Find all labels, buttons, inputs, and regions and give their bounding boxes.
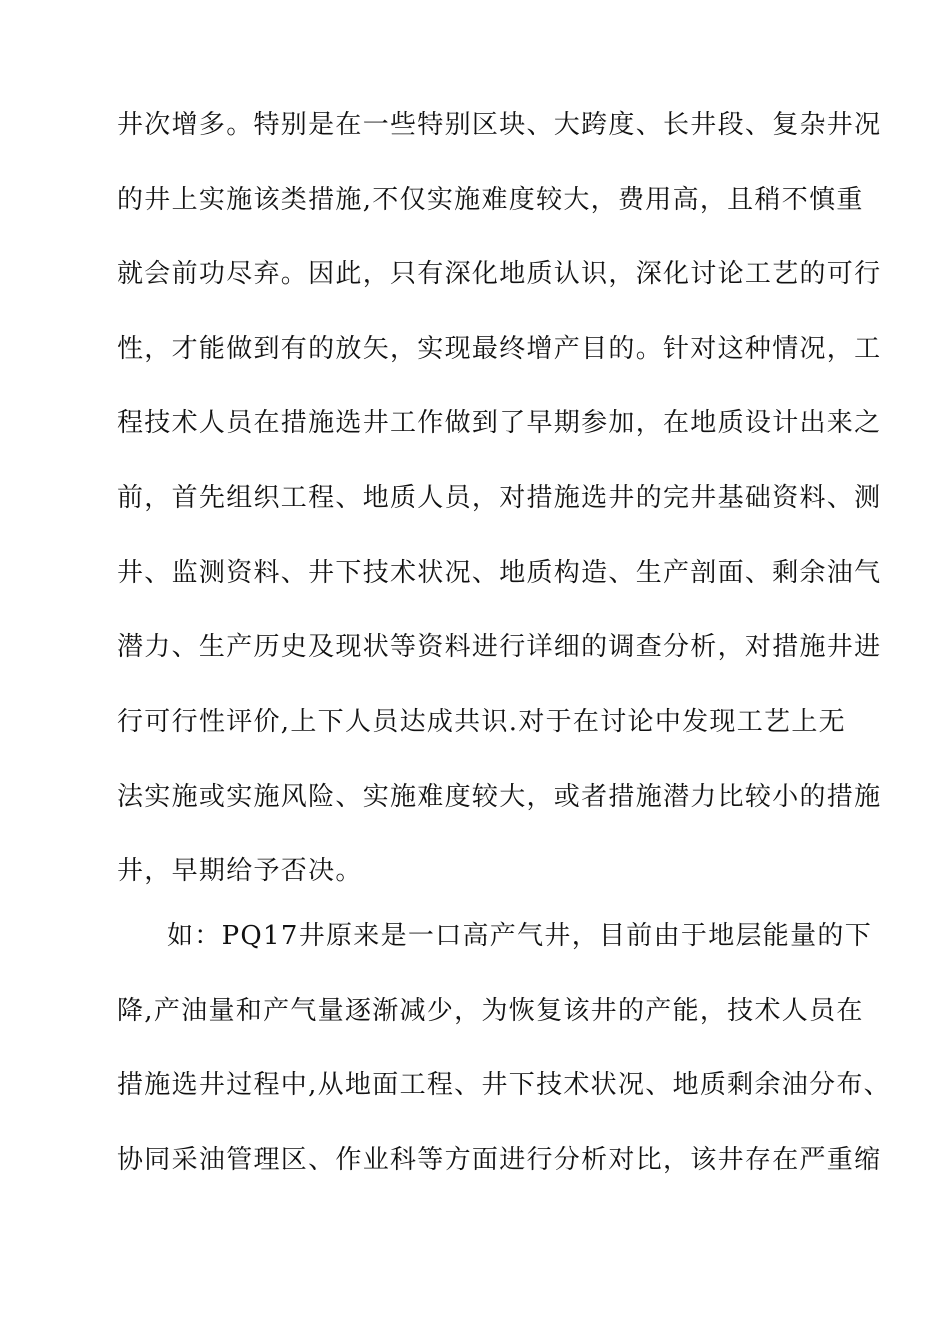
- paragraph-first-line: 如：PQ17井原来是一口高产气井，目前由于地层能量的下: [167, 921, 872, 951]
- paragraph-line: 井次增多。特别是在一些特别区块、大跨度、长井段、复杂井况: [117, 110, 882, 140]
- paragraph-line: 行可行性评价,上下人员达成共识.对于在讨论中发现工艺上无: [117, 707, 846, 737]
- paragraph-line: 潜力、生产历史及现状等资料进行详细的调查分析，对措施井进: [117, 632, 882, 662]
- paragraph-line: 程技术人员在措施选井工作做到了早期参加，在地质设计出来之: [117, 408, 882, 438]
- paragraph-line: 井、监测资料、井下技术状况、地质构造、生产剖面、剩余油气: [117, 558, 882, 588]
- paragraph-line: 措施选井过程中,从地面工程、井下技术状况、地质剩余油分布、: [117, 1070, 891, 1100]
- paragraph-line: 性，才能做到有的放矢，实现最终增产目的。针对这种情况，工: [117, 334, 882, 364]
- paragraph-line: 协同采油管理区、作业科等方面进行分析对比，该井存在严重缩: [117, 1145, 882, 1175]
- paragraph-line: 降,产油量和产气量逐渐减少，为恢复该井的产能，技术人员在: [117, 996, 864, 1026]
- paragraph-line: 的井上实施该类措施,不仅实施难度较大，费用高，且稍不慎重: [117, 185, 864, 215]
- paragraph-line: 就会前功尽弃。因此，只有深化地质认识，深化讨论工艺的可行: [117, 259, 882, 289]
- paragraph-line: 法实施或实施风险、实施难度较大，或者措施潜力比较小的措施: [117, 782, 882, 812]
- paragraph-line: 井，早期给予否决。: [117, 856, 363, 886]
- paragraph-line: 前，首先组织工程、地质人员，对措施选井的完井基础资料、测: [117, 483, 882, 513]
